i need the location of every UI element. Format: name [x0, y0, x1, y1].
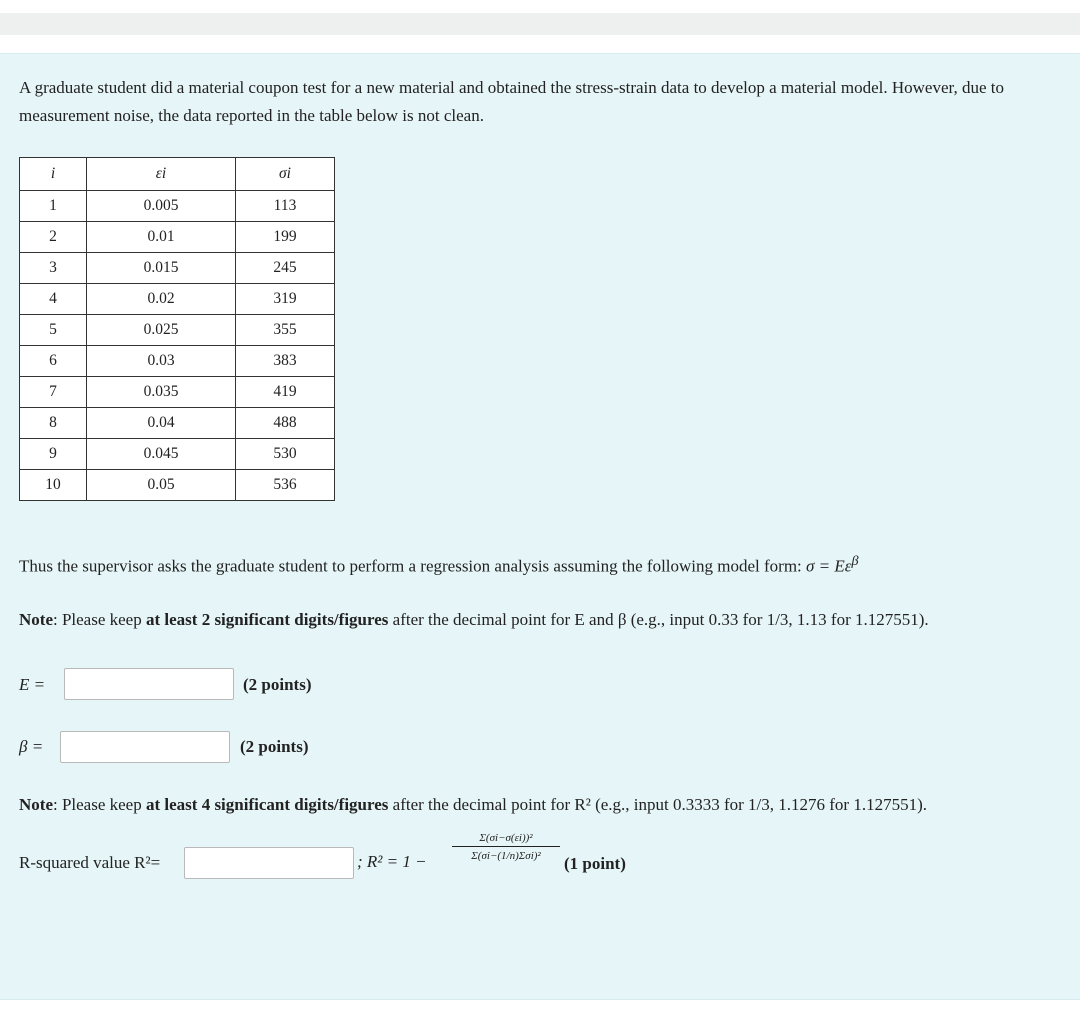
cell-i: 3: [20, 253, 87, 284]
table-row: [20, 315, 335, 346]
cell-strain: 0.03: [87, 346, 236, 377]
note-precision-r2: [19, 795, 927, 815]
note-post: after the decimal point for R² (e.g., input 0.3333 for 1/3, 1.1276 for 1.127551).: [388, 795, 928, 814]
e-label: E =: [19, 675, 46, 694]
header-i: i: [20, 158, 87, 191]
table-row: [20, 408, 335, 439]
note-emphasis: at least 2 significant digits/figures: [145, 610, 389, 629]
cell-stress: 419: [236, 377, 335, 408]
cell-i: 1: [20, 191, 87, 222]
cell-strain: 0.035: [87, 377, 236, 408]
cell-stress: 536: [236, 470, 335, 501]
cell-strain: 0.015: [87, 253, 236, 284]
cell-stress: 113: [236, 191, 335, 222]
note-pre: : Please keep: [52, 610, 146, 629]
note-pre: : Please keep: [52, 795, 146, 814]
table-row: [20, 439, 335, 470]
cell-i: 4: [20, 284, 87, 315]
cell-stress: 383: [236, 346, 335, 377]
cell-strain: 0.005: [87, 191, 236, 222]
model-statement: [19, 553, 859, 577]
cell-strain: 0.05: [87, 470, 236, 501]
cell-stress: 319: [236, 284, 335, 315]
model-exponent: β: [851, 553, 859, 569]
r2-points: (1 point): [564, 854, 626, 873]
cell-strain: 0.04: [87, 408, 236, 439]
cell-stress: 245: [236, 253, 335, 284]
beta-label: β =: [19, 737, 44, 756]
model-formula: σ = Eε: [806, 556, 852, 576]
table-row: [20, 377, 335, 408]
cell-i: 9: [20, 439, 87, 470]
cell-strain: 0.01: [87, 222, 236, 253]
cell-strain: 0.02: [87, 284, 236, 315]
intro-text: A graduate student did a material coupon test for a new material and obtained the stress-strain data to develop a material model. However, due to measurement noise, the data reported in the table below is not clean.: [19, 78, 1004, 125]
note-emphasis: at least 4 significant digits/figures: [145, 795, 389, 814]
model-text: Thus the supervisor asks the graduate student to perform a regression analysis assuming the following model form:: [19, 556, 807, 576]
top-bar: [0, 13, 1080, 35]
table-row: [20, 253, 335, 284]
note-post: after the decimal point for E and β (e.g., input 0.33 for 1/3, 1.13 for 1.127551).: [388, 610, 929, 629]
cell-i: 6: [20, 346, 87, 377]
r2-input[interactable]: [184, 847, 354, 879]
note-precision-e-beta: [19, 610, 929, 630]
table-row: [20, 346, 335, 377]
beta-input[interactable]: [60, 731, 230, 763]
header-stress: σi: [236, 158, 335, 191]
table-row: [20, 191, 335, 222]
table-row: [20, 284, 335, 315]
beta-points: (2 points): [240, 737, 309, 756]
cell-stress: 355: [236, 315, 335, 346]
cell-i: 5: [20, 315, 87, 346]
cell-strain: 0.045: [87, 439, 236, 470]
cell-stress: 199: [236, 222, 335, 253]
cell-strain: 0.025: [87, 315, 236, 346]
header-strain: εi: [87, 158, 236, 191]
stress-strain-table: [19, 157, 335, 501]
e-input[interactable]: [64, 668, 234, 700]
note-label: Note: [19, 795, 53, 814]
cell-i: 8: [20, 408, 87, 439]
r2-label: R-squared value R²=: [19, 853, 161, 872]
table-header-row: [20, 158, 335, 191]
cell-stress: 488: [236, 408, 335, 439]
r2-numerator: Σ(σi−σ(εi))²: [452, 832, 560, 847]
r2-fraction: [452, 832, 560, 862]
cell-i: 7: [20, 377, 87, 408]
note-label: Note: [19, 610, 53, 629]
table-row: [20, 222, 335, 253]
table-row: [20, 470, 335, 501]
cell-stress: 530: [236, 439, 335, 470]
cell-i: 10: [20, 470, 87, 501]
r2-denominator: Σ(σi−(1/n)Σσi)²: [471, 850, 541, 862]
e-points: (2 points): [243, 675, 312, 694]
r2-formula-lead: ; R² = 1 −: [357, 852, 427, 871]
cell-i: 2: [20, 222, 87, 253]
